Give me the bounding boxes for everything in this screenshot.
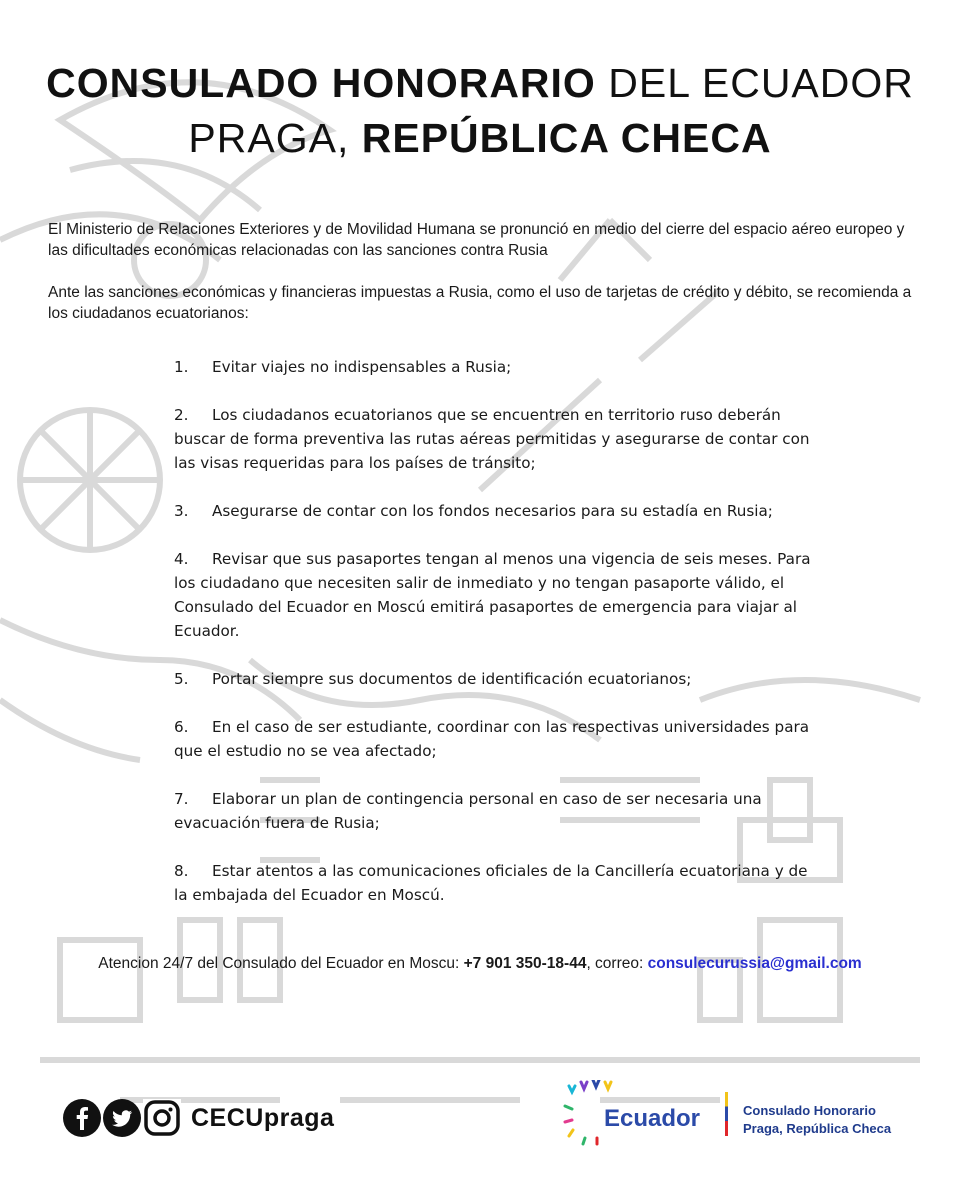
contact-prefix: Atencion 24/7 del Consulado del Ecuador en Moscu: (98, 955, 460, 972)
item-text: Revisar que sus pasaportes tengan al menos una vigencia de seis meses. Para los ciudadano que necesiten salir de inmediato y no tengan pasaporte válido, el Consulado del Ecuador en Moscú emitirá pasaportes de emergencia para viajar al Ecuador. (174, 550, 811, 640)
item-text: Portar siempre sus documentos de identificación ecuatorianos; (212, 670, 692, 688)
recommendation-item (174, 499, 814, 523)
ecuador-brand-wordmark: Ecuador (604, 1105, 701, 1132)
instagram-icon[interactable] (143, 1099, 181, 1137)
contact-mid: , correo: (586, 955, 644, 972)
title-consulado-honorario: CONSULADO HONORARIO (46, 60, 596, 106)
item-text: Evitar viajes no indispensables a Rusia; (212, 358, 512, 376)
title-del-ecuador: DEL ECUADOR (608, 60, 914, 106)
title-praga: PRAGA, (188, 115, 350, 161)
logo-divider (725, 1092, 728, 1136)
contact-line (0, 955, 960, 973)
item-text: Asegurarse de contar con los fondos necesarios para su estadía en Rusia; (212, 502, 773, 520)
item-number: 4. (174, 550, 189, 568)
recommendation-item (174, 403, 814, 475)
title-republica-checa: REPÚBLICA CHECA (361, 115, 772, 161)
signature-line-2: Praga, República Checa (743, 1121, 892, 1136)
item-number: 5. (174, 670, 189, 688)
title-line-2 (0, 115, 960, 162)
recommendation-item (174, 859, 814, 907)
facebook-icon[interactable] (63, 1099, 101, 1137)
recommendation-item (174, 715, 814, 763)
contact-email-link[interactable]: consulecurussia@gmail.com (647, 955, 862, 972)
social-handle[interactable]: CECUpraga (191, 1103, 335, 1132)
recommendation-item (174, 667, 814, 691)
intro-paragraph-1: El Ministerio de Relaciones Exteriores y de Movilidad Humana se pronunció en medio del cierre del espacio aéreo europeo y las dificultades económicas relacionadas con las sanciones contra Rusia (48, 221, 905, 259)
item-text: En el caso de ser estudiante, coordinar con las respectivas universidades para que el estudio no se vea afectado; (174, 718, 810, 760)
recommendations-list (174, 355, 814, 931)
contact-phone[interactable]: +7 901 350-18-44 (463, 955, 587, 972)
title-line-1 (0, 60, 960, 107)
social-bar (63, 1098, 334, 1138)
recommendation-item (174, 787, 814, 835)
item-number: 2. (174, 406, 189, 424)
signature-line-1: Consulado Honorario (743, 1103, 876, 1118)
item-text: Elaborar un plan de contingencia personal en caso de ser necesaria una evacuación fuera de Rusia; (174, 790, 762, 832)
item-number: 1. (174, 358, 189, 376)
item-number: 3. (174, 502, 189, 520)
twitter-icon[interactable] (103, 1099, 141, 1137)
item-number: 7. (174, 790, 189, 808)
recommendation-item (174, 547, 814, 643)
intro-paragraph-2: Ante las sanciones económicas y financieras impuestas a Rusia, como el uso de tarjetas de crédito y débito, se recomienda a los ciudadanos ecuatorianos: (48, 284, 912, 322)
item-number: 8. (174, 862, 189, 880)
recommendation-item (174, 355, 814, 379)
item-text: Estar atentos a las comunicaciones oficiales de la Cancillería ecuatoriana y de la embajada del Ecuador en Moscú. (174, 862, 808, 904)
consulate-signature (743, 1102, 891, 1138)
item-text: Los ciudadanos ecuatorianos que se encuentren en territorio ruso deberán buscar de forma preventiva las rutas aéreas permitidas y asegurarse de contar con las visas requeridas para los países de tránsito; (174, 406, 810, 472)
item-number: 6. (174, 718, 189, 736)
